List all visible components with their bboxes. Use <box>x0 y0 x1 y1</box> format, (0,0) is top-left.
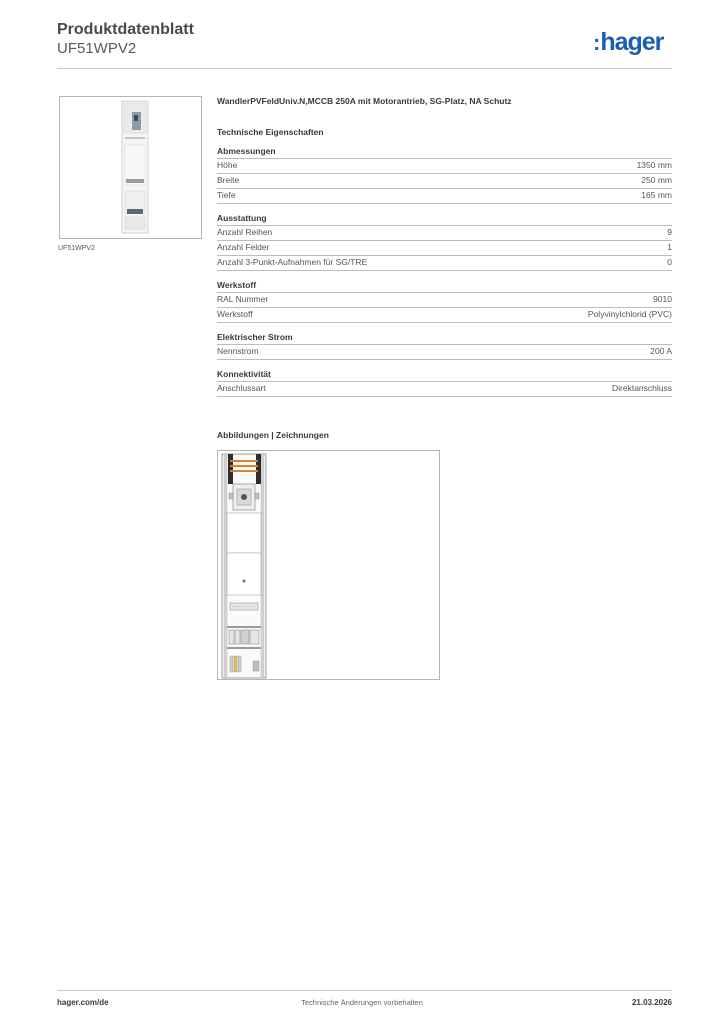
section-material <box>217 280 672 323</box>
spec-row <box>217 292 672 307</box>
spec-row <box>217 158 672 173</box>
section-electric-current <box>217 332 672 360</box>
spec-row <box>217 307 672 322</box>
product-code: UF51WPV2 <box>57 40 137 57</box>
spec-value: 0 <box>667 257 672 267</box>
spec-row <box>217 225 672 240</box>
section-title: Ausstattung <box>217 213 267 223</box>
spec-value: Direktanschluss <box>612 383 672 393</box>
footer-disclaimer: Technische Änderungen vorbehalten <box>301 998 423 1007</box>
spec-label: Breite <box>217 175 240 185</box>
section-dimensions <box>217 146 672 204</box>
section-divider <box>217 396 672 397</box>
spec-value: 9010 <box>653 294 672 304</box>
spec-value: 200 A <box>650 346 672 356</box>
spec-value: 9 <box>667 227 672 237</box>
spec-row <box>217 173 672 188</box>
spec-row <box>217 255 672 270</box>
spec-value: 1350 mm <box>636 160 672 170</box>
spec-label: Nennstrom <box>217 346 259 356</box>
spec-label: Höhe <box>217 160 238 170</box>
section-connectivity <box>217 369 672 397</box>
spec-value: 165 mm <box>641 190 672 200</box>
spec-row <box>217 188 672 203</box>
spec-value: 250 mm <box>641 175 672 185</box>
spec-label: RAL Nummer <box>217 294 269 304</box>
spec-row <box>217 240 672 255</box>
product-details <box>217 96 672 397</box>
section-divider <box>217 359 672 360</box>
figures-heading: Abbildungen | Zeichnungen <box>217 430 329 440</box>
spec-row <box>217 344 672 359</box>
section-title: Abmessungen <box>217 146 276 156</box>
spec-label: Anzahl 3-Punkt-Aufnahmen für SG/TRE <box>217 257 368 267</box>
spec-value: Polyvinylchlorid (PVC) <box>587 309 672 319</box>
spec-row <box>217 381 672 396</box>
product-description: WandlerPVFeldUniv.N,MCCB 250A mit Motorantrieb, SG-Platz, NA Schutz <box>217 96 512 106</box>
header-divider <box>57 68 672 69</box>
footer-date: 21.03.2026 <box>631 998 672 1007</box>
section-divider <box>217 203 672 204</box>
spec-label: Anzahl Felder <box>217 242 270 252</box>
technical-drawing <box>217 450 440 680</box>
page-title: Produktdatenblatt <box>57 21 194 38</box>
spec-label: Anschlussart <box>217 383 266 393</box>
logo-text: hager <box>600 28 664 56</box>
section-title: Konnektivität <box>217 369 271 379</box>
spec-label: Anzahl Reihen <box>217 227 273 237</box>
product-photo-illustration <box>60 97 201 238</box>
spec-label: Werkstoff <box>217 309 253 319</box>
technical-properties-heading: Technische Eigenschaften <box>217 127 324 137</box>
product-image <box>59 96 202 239</box>
spec-label: Tiefe <box>217 190 236 200</box>
product-image-caption: UF51WPV2 <box>58 245 95 252</box>
section-title: Werkstoff <box>217 280 257 290</box>
section-title: Elektrischer Strom <box>217 332 293 342</box>
panel-drawing-illustration <box>218 451 439 679</box>
section-divider <box>217 270 672 271</box>
spec-value: 1 <box>667 242 672 252</box>
footer-website-link[interactable]: hager.com/de <box>57 998 109 1007</box>
section-divider <box>217 322 672 323</box>
hager-logo[interactable]: :hager <box>593 28 664 56</box>
section-equipment <box>217 213 672 271</box>
footer-divider <box>57 990 672 991</box>
